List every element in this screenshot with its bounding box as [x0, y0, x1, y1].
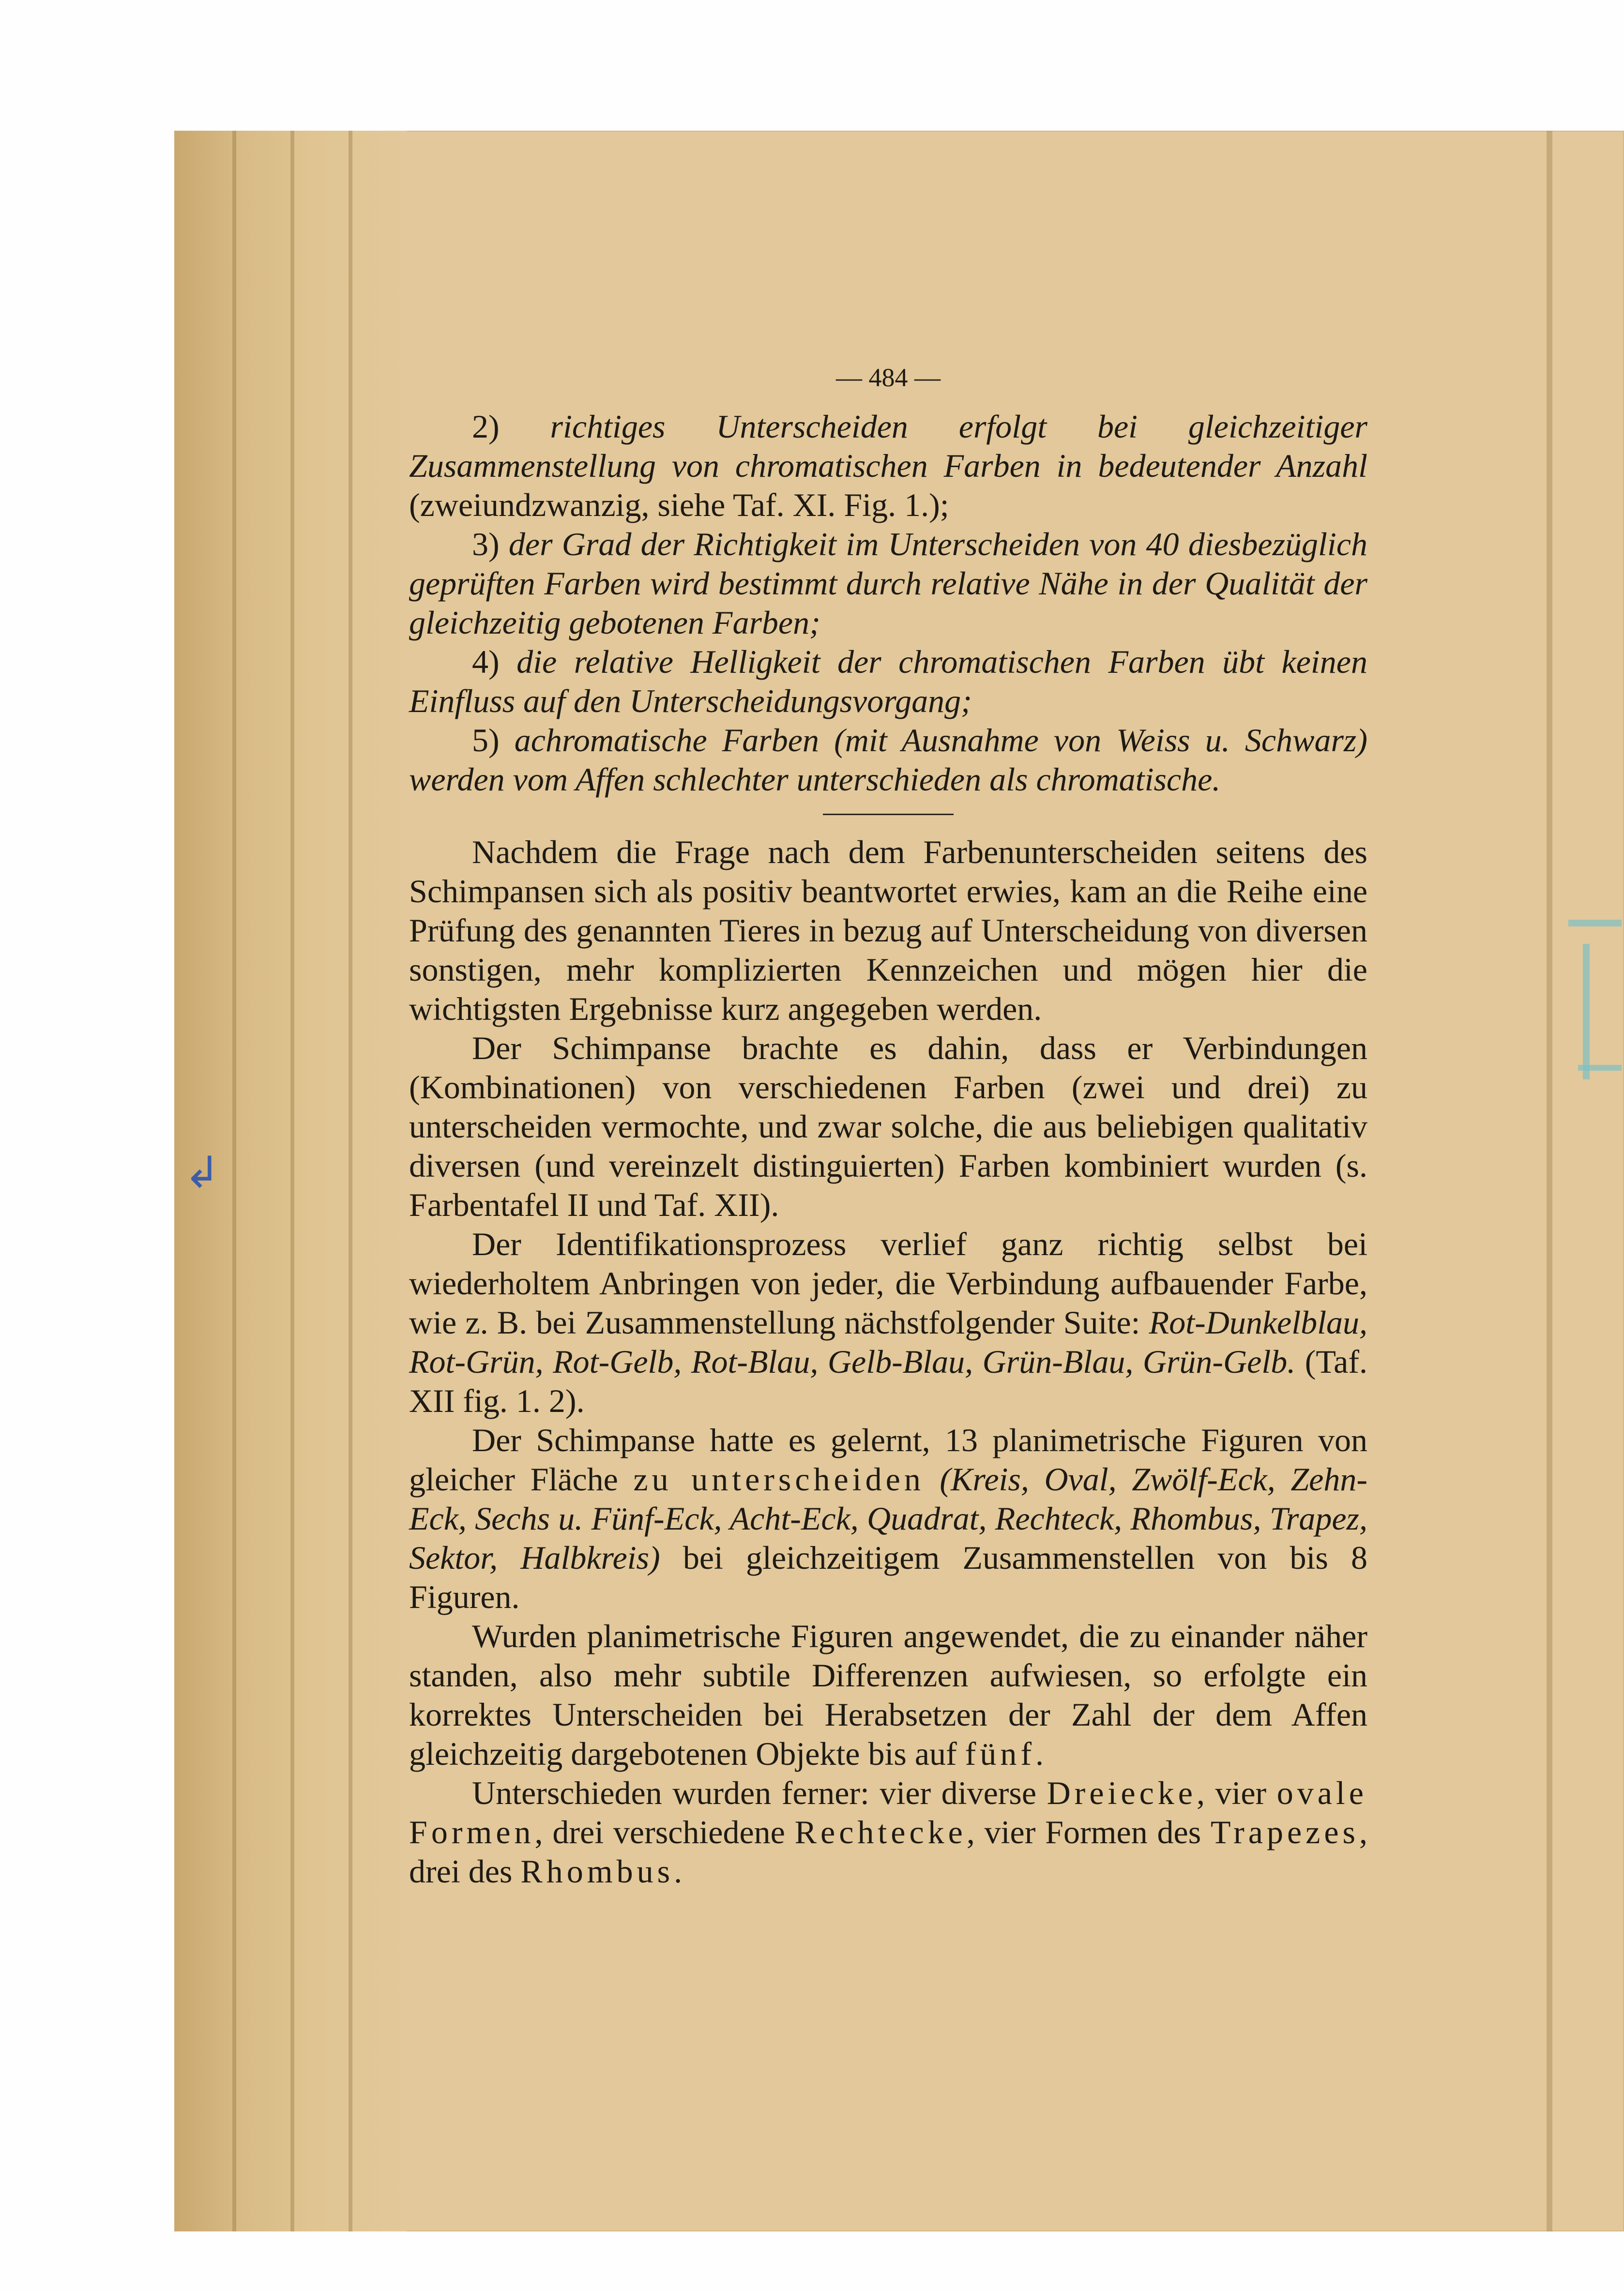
list-item-2: 2) richtiges Unterscheiden erfolgt bei gleichzeitiger Zusammenstellung von chromatischen Farben in bedeutender Anzahl (zweiundzwanzig, siehe Taf. XI. Fig. 1.);	[409, 408, 1368, 523]
paragraph: Nachdem die Frage nach dem Farbenunterscheiden seitens des Schimpansen sich als positiv beantwortet erwies, kam an die Reihe eine Prüfung des genannten Tieres in bezug auf Unterscheidung von diversen sonstigen, mehr komplizierten Kennzeichen und mögen hier die wichtigsten Ergebnisse kurz angegeben werden.	[409, 834, 1367, 1027]
paragraph: Der Schimpanse brachte es dahin, dass er Verbindungen (Kombinationen) von verschiedenen Farben (zwei und drei) zu unterscheiden vermochte, und zwar solche, die aus beliebigen qualitativ diversen (und vereinzelt distinguierten) Farben kombiniert wurden (s. Farbentafel II und Taf. XII).	[409, 1030, 1367, 1223]
stamp-mark	[1568, 920, 1622, 926]
stamp-mark	[1583, 944, 1590, 1079]
paragraph: Unterschieden wurden ferner: vier diverse Dreiecke, vier ovale Formen, drei verschiedene Rechtecke, vier Formen des Trapezes, drei des Rhombus.	[409, 1774, 1367, 1890]
list-item-5: 5) achromatische Farben (mit Ausnahme von Weiss u. Schwarz) werden vom Affen schlechter unterschieden als chromatische.	[409, 722, 1368, 798]
section-divider	[823, 814, 954, 815]
page-text	[409, 358, 1367, 1891]
paragraph: Der Identifikationsprozess verlief ganz richtig selbst bei wiederholtem Anbringen von jeder, die Verbindung aufbauender Farbe, wie z. B. bei Zusammenstellung nächstfolgender Suite: Rot-Dunkelblau, Rot-Grün, Rot-Gelb, Rot-Blau, Gelb-Blau, Grün-Blau, Grün-Gelb. (Taf. XII fig. 1. 2).	[409, 1226, 1367, 1419]
paragraph: Wurden planimetrische Figuren angewendet, die zu einander näher standen, also mehr subtile Differenzen aufwiesen, so erfolgte ein korrektes Unterscheiden bei Herabsetzen der Zahl der dem Affen gleichzeitig dargebotenen Objekte bis auf fünf.	[409, 1618, 1367, 1772]
page-number: — 484 —	[836, 363, 941, 392]
paragraph: Der Schimpanse hatte es gelernt, 13 planimetrische Figuren von gleicher Fläche zu unterscheiden (Kreis, Oval, Zwölf-Eck, Zehn-Eck, Sechs u. Fünf-Eck, Acht-Eck, Quadrat, Rechteck, Rhombus, Trapez, Sektor, Halbkreis) bei gleichzeitigem Zusammenstellen von bis 8 Figuren.	[409, 1422, 1368, 1615]
pen-mark-icon: ↲	[184, 1147, 221, 1198]
list-item-3: 3) der Grad der Richtigkeit im Unterscheiden von 40 diesbezüglich geprüften Farben wird bestimmt durch relative Nähe in der Qualität der gleichzeitig gebotenen Farben;	[409, 526, 1368, 641]
fold-crease	[290, 131, 294, 2231]
fold-crease	[232, 131, 236, 2231]
list-item-4: 4) die relative Helligkeit der chromatischen Farben übt keinen Einfluss auf den Unterscheidungsvorgang;	[409, 643, 1367, 719]
fold-crease	[349, 131, 352, 2231]
page-gutter	[1547, 131, 1552, 2231]
